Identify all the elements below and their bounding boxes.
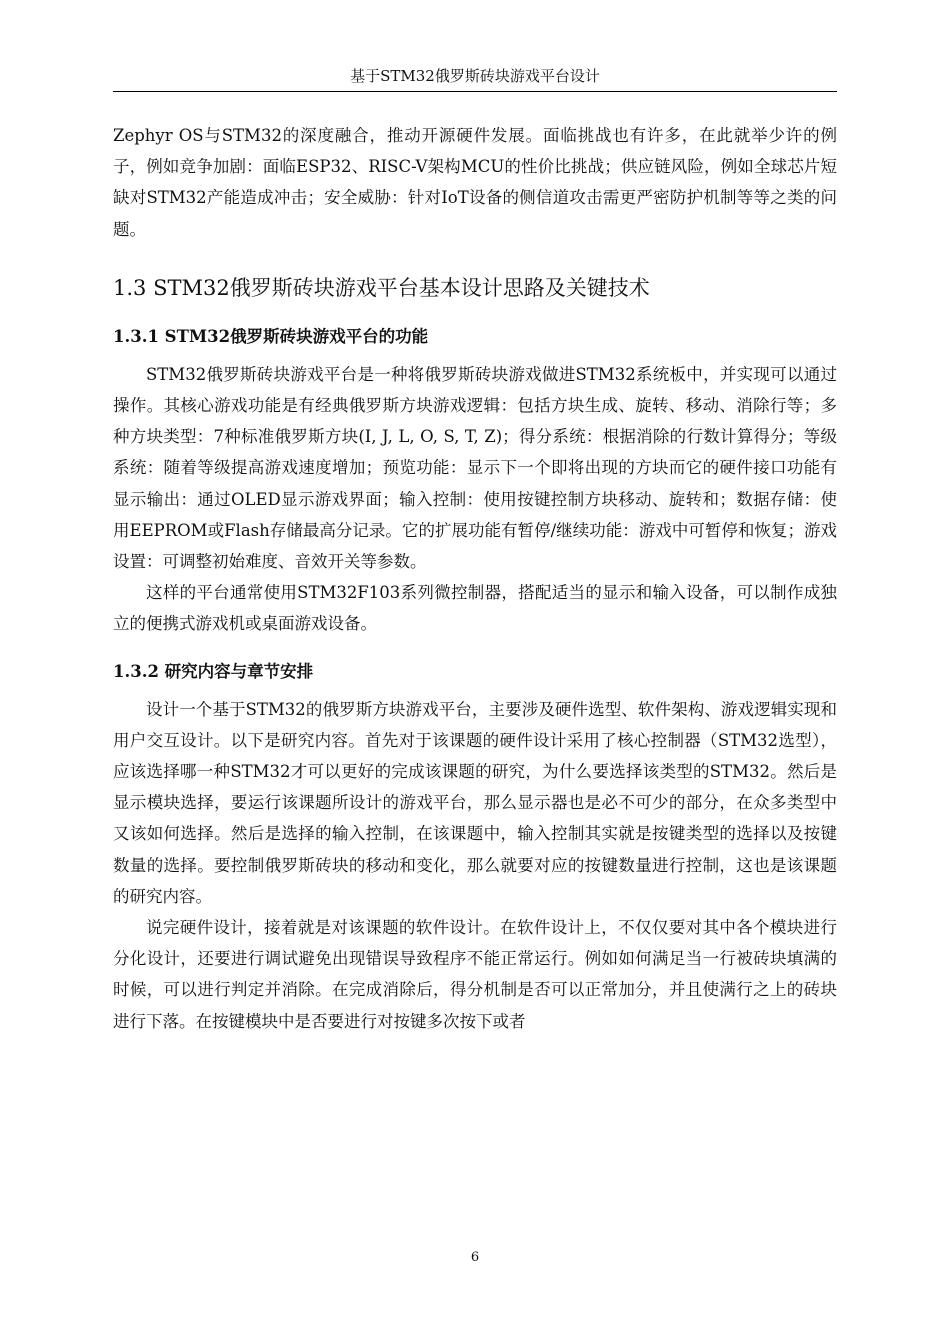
intro-paragraph: Zephyr OS与STM32的深度融合，推动开源硬件发展。面临挑战也有许多，在此就举少许的例子，例如竞争加剧：面临ESP32、RISC-V架构MCU的性价比挑战；供应链风险，例如全球芯片短缺对STM32产能造成冲击；安全威胁：针对IoT设备的侧信道攻击需更严密防护机制等等之类的问题。 — [113, 126, 837, 239]
page-body — [113, 120, 837, 1037]
hardware-paragraph: 设计一个基于STM32的俄罗斯方块游戏平台，主要涉及硬件选型、软件架构、游戏逻辑实现和用户交互设计。以下是研究内容。首先对于该课题的硬件设计采用了核心控制器（STM32选型），应该选择哪一种STM32才可以更好的完成该课题的研究，为什么要选择该类型的STM32。然后是显示模块选择，要运行该课题所设计的游戏平台，那么显示器也是必不可少的部分，在众多类型中又该如何选择。然后是选择的输入控制，在该课题中，输入控制其实就是按键类型的选择以及按键数量的选择。要控制俄罗斯砖块的移动和变化，那么就要对应的按键数量进行控制，这也是该课题的研究内容。 — [113, 699, 837, 906]
page-number: 6 — [470, 1250, 480, 1265]
section-heading: 1.3 STM32俄罗斯砖块游戏平台基本设计思路及关键技术 — [113, 275, 650, 300]
functions-paragraph: STM32俄罗斯砖块游戏平台是一种将俄罗斯砖块游戏做进STM32系统板中，并实现可以通过操作。其核心游戏功能是有经典俄罗斯方块游戏逻辑：包括方块生成、旋转、移动、消除行等；多种方块类型：7种标准俄罗斯方块(I, J, L, O, S, T, Z)；得分系统：根据消除的行数计算得分；等级系统：随着等级提高游戏速度增加；预览功能：显示下一个即将出现的方块而它的硬件接口功能有显示输出：通过OLED显示游戏界面；输入控制：使用按键控制方块移动、旋转和；数据存储：使用EEPROM或Flash存储最高分记录。它的扩展功能有暂停/继续功能：游戏中可暂停和恢复；游戏设置：可调整初始难度、音效开关等参数。 — [113, 364, 837, 572]
software-paragraph: 说完硬件设计，接着就是对该课题的软件设计。在软件设计上，不仅仅要对其中各个模块进行分化设计，还要进行调试避免出现错误导致程序不能正常运行。例如如何满足当一行被砖块填满的时候，可以进行判定并消除。在完成消除后，得分机制是否可以正常加分，并且使满行之上的砖块进行下落。在按键模块中是否要进行对按键多次按下或者 — [113, 918, 837, 1031]
subsection-heading-research: 1.3.2 研究内容与章节安排 — [113, 661, 314, 681]
running-header: 基于STM32俄罗斯砖块游戏平台设计 — [350, 67, 600, 85]
platform-paragraph: 这样的平台通常使用STM32F103系列微控制器，搭配适当的显示和输入设备，可以制作成独立的便携式游戏机或桌面游戏设备。 — [113, 583, 837, 634]
subsection-heading-functions: 1.3.1 STM32俄罗斯砖块游戏平台的功能 — [113, 326, 429, 346]
header-divider — [113, 91, 837, 92]
